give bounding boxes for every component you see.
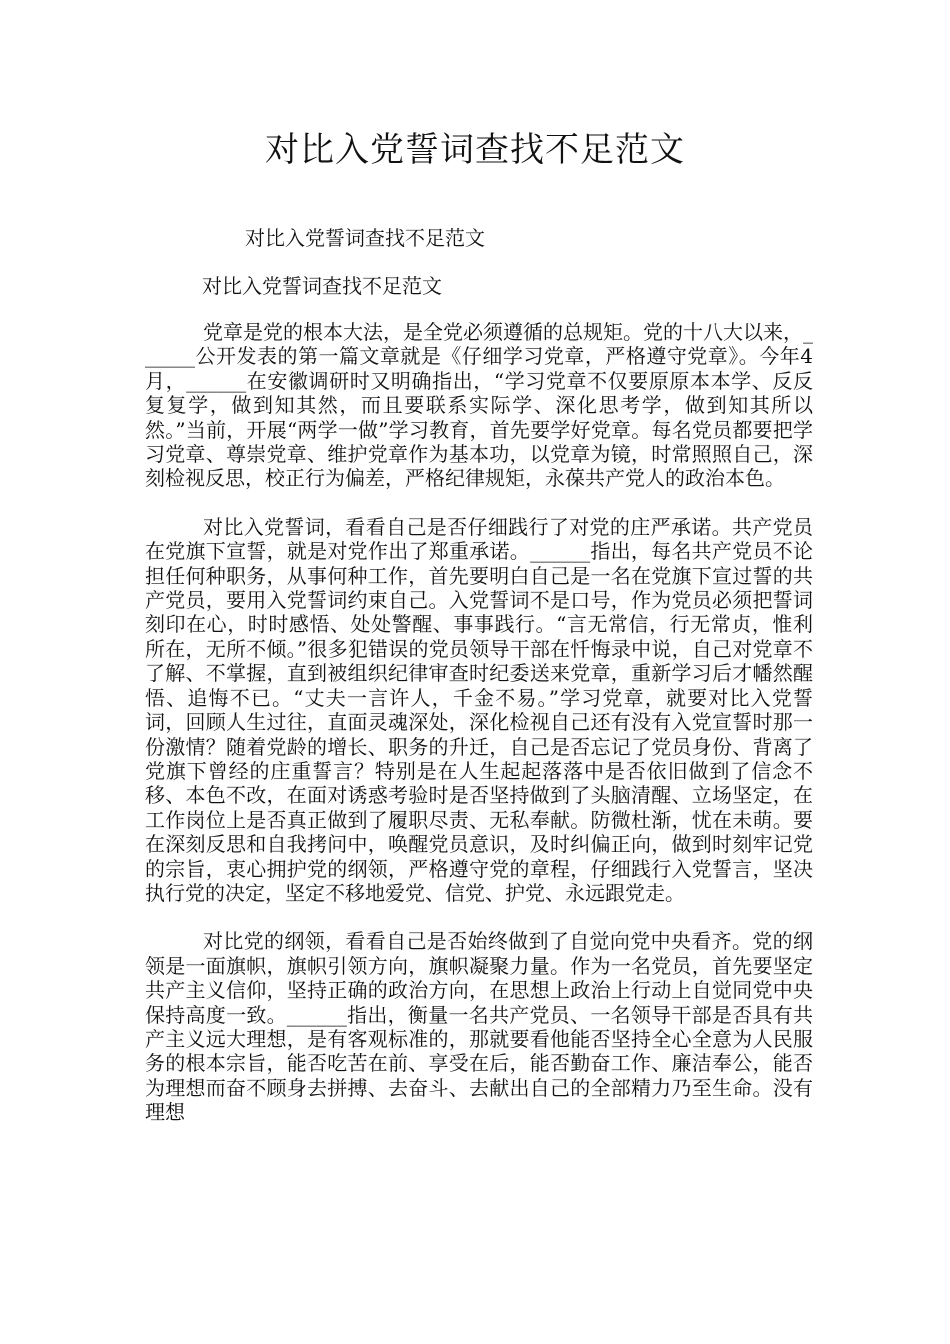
document-body	[145, 320, 813, 1149]
paragraph-3: 对比党的纲领，看看自己是否始终做到了自觉向党中央看齐。党的纲领是一面旗帜，旗帜引领方向，旗帜凝聚力量。作为一名党员，首先要坚定共产主义信仰，坚持正确的政治方向，在思想上政治上行动上自觉同党中央保持高度一致。______指出，衡量一名共产党员、一名领导干部是否具有共产主义远大理想，是有客观标准的，那就要看他能否坚持全心全意为人民服务的根本宗旨，能否吃苦在前、享受在后，能否勤奋工作、廉洁奉公，能否为理想而奋不顾身去拼搏、去奋斗、去献出自己的全部精力乃至生命。没有理想	[145, 929, 813, 1125]
subtitle-line-2: 对比入党誓词查找不足范文	[202, 274, 442, 298]
paragraph-2: 对比入党誓词，看看自己是否仔细践行了对党的庄严承诺。共产党员在党旗下宣誓，就是对党作出了郑重承诺。______指出，每名共产党员不论担任何种职务，从事何种工作，首先要明白自己是一名在党旗下宣过誓的共产党员，要用入党誓词约束自己。入党誓词不是口号，作为党员必须把誓词刻印在心，时时感悟、处处警醒、事事践行。“言无常信，行无常贞，惟利所在，无所不倾。”很多犯错误的党员领导干部在忏悔录中说，自己对党章不了解、不掌握，直到被组织纪律审查时纪委送来党章，重新学习后才幡然醒悟、追悔不已。“丈夫一言许人，千金不易。”学习党章，就要对比入党誓词，回顾人生过往，直面灵魂深处，深化检视自己还有没有入党宣誓时那一份激情？随着党龄的增长、职务的升迁，自己是否忘记了党员身份、背离了党旗下曾经的庄重誓言？特别是在人生起起落落中是否依旧做到了信念不移、本色不改，在面对诱惑考验时是否坚持做到了头脑清醒、立场坚定，在工作岗位上是否真正做到了履职尽责、无私奉献。防微杜渐，忧在未萌。要在深刻反思和自我拷问中，唤醒党员意识，及时纠偏正向，做到时刻牢记党的宗旨，衷心拥护党的纲领，严格遵守党的章程，仔细践行入党誓言，坚决执行党的决定，坚定不移地爱党、信党、护党、永远跟党走。	[145, 514, 813, 905]
document-title: 对比入党誓词查找不足范文	[265, 130, 685, 170]
paragraph-1: 党章是党的根本大法，是全党必须遵循的总规矩。党的十八大以来，______公开发表的第一篇文章就是《仔细学习党章，严格遵守党章》。今年4月，______在安徽调研时又明确指出，“学习党章不仅要原原本本学、反反复复学，做到知其然，而且要联系实际学、深化思考学，做到知其所以然。”当前，开展“两学一做”学习教育，首先要学好党章。每名党员都要把学习党章、尊崇党章、维护党章作为基本功，以党章为镜，时常照照自己，深刻检视反思，校正行为偏差，严格纪律规矩，永葆共产党人的政治本色。	[145, 320, 813, 491]
subtitle-line-1: 对比入党誓词查找不足范文	[245, 226, 485, 250]
